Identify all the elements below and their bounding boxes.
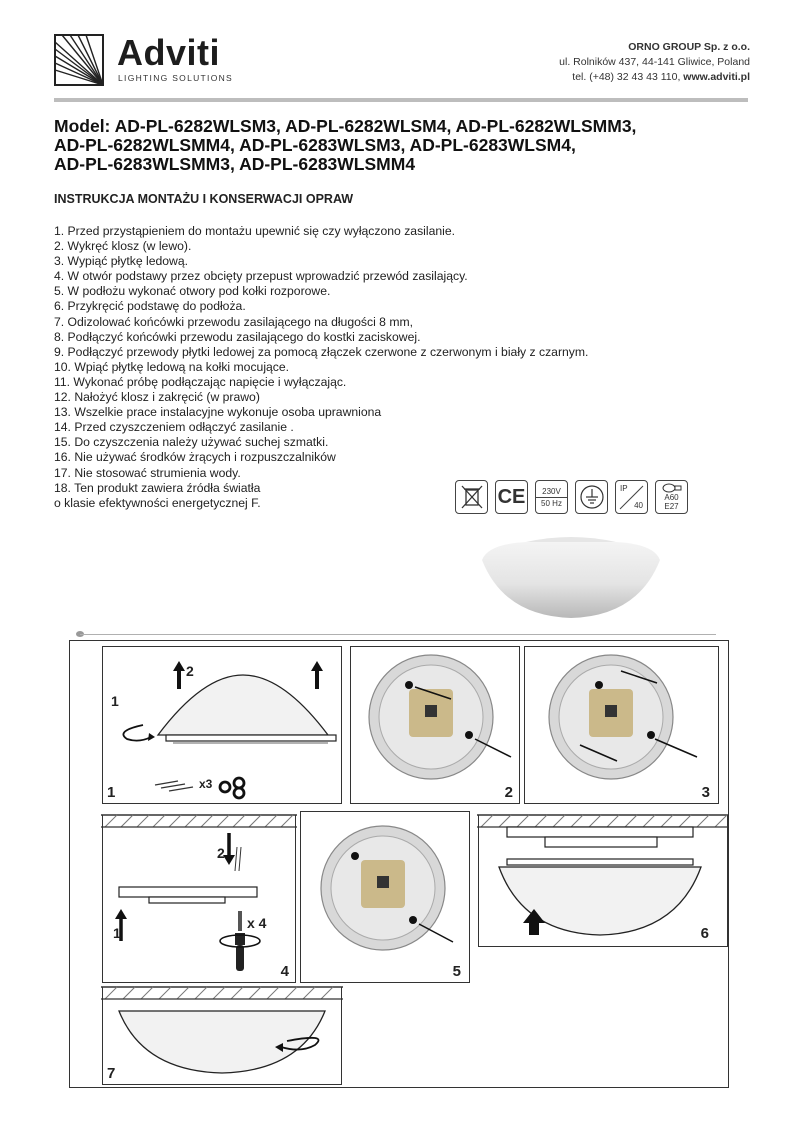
panel-number: 2 xyxy=(504,784,513,801)
voltage-rating xyxy=(535,480,568,514)
certification-icons xyxy=(455,480,688,518)
protective-earth-icon xyxy=(575,480,608,514)
panel-number: 5 xyxy=(452,963,461,980)
p4-arrow-2-label: 2 xyxy=(217,845,225,861)
step-item: 7. Odizolować końcówki przewodu zasilającego na długości 8 mm, xyxy=(54,314,414,329)
p1-screws-count: x3 xyxy=(199,777,213,791)
model-line-3: AD-PL-6283WLSMM3, AD-PL-6283WLSMM4 xyxy=(54,154,416,174)
header-divider xyxy=(54,98,748,102)
step-item: 6. Przykręcić podstawę do podłoża. xyxy=(54,299,246,314)
company-contact xyxy=(559,70,750,85)
step-item: 4. W otwór podstawy przez obcięty przepust wprowadzić przewód zasilający. xyxy=(54,269,468,284)
step-item: 10. Wpiąć płytkę ledową na kołki mocujące. xyxy=(54,359,290,374)
model-title xyxy=(54,117,744,174)
ip-rating xyxy=(615,480,648,514)
diagram-panel-7 xyxy=(102,987,342,1085)
brand-name: Adviti xyxy=(117,32,221,73)
adviti-logo-mark xyxy=(54,34,104,86)
step-item: o klasie efektywności energetycznej F. xyxy=(54,495,261,510)
step-item: 15. Do czyszczenia należy używać suchej szmatki. xyxy=(54,435,329,450)
step-item: 5. W podłożu wykonać otwory pod kołki rozporowe. xyxy=(54,284,331,299)
installation-diagram xyxy=(69,640,729,1088)
p4-screws-count: x 4 xyxy=(247,915,267,931)
ip-value: 40 xyxy=(634,501,643,510)
socket-label: E27 xyxy=(664,502,679,511)
bulb-type xyxy=(655,480,688,514)
diagram-panel-6 xyxy=(478,815,728,947)
p1-arrow-1-label: 1 xyxy=(111,693,119,709)
bulb-icon xyxy=(661,483,683,493)
step-item: 1. Przed przystąpieniem do montażu upewnić się czy wyłączono zasilanie. xyxy=(54,224,456,238)
company-website[interactable]: www.adviti.pl xyxy=(683,71,750,83)
voltage-label: 230V xyxy=(542,486,561,496)
step-item: 11. Wykonać próbę podłączając napięcie i wyłączając. xyxy=(54,374,347,389)
p1-arrow-2-label: 2 xyxy=(186,663,194,679)
diagram-panel-5 xyxy=(300,811,470,983)
company-info xyxy=(559,40,750,85)
diagram-panel-4 xyxy=(102,815,296,983)
product-lamp-photo xyxy=(478,530,664,620)
ip-label: IP xyxy=(620,484,628,493)
panel-number: 3 xyxy=(701,784,710,801)
separator-line xyxy=(80,634,716,635)
p4-arrow-1-label: 1 xyxy=(113,925,121,941)
instruction-steps xyxy=(54,224,694,511)
step-item: 2. Wykręć klosz (w lewo). xyxy=(54,239,192,254)
panel-number: 7 xyxy=(107,1065,116,1082)
diagram-panel-3 xyxy=(524,646,719,804)
ce-mark: CE xyxy=(495,480,528,514)
step-item: 9. Podłączyć przewody płytki ledowej za pomocą złączek czerwone z czerwonym i biały z czarnym. xyxy=(54,344,589,359)
instructions-heading: INSTRUKCJA MONTAŻU I KONSERWACJI OPRAW xyxy=(54,192,354,206)
weee-crossed-bin-icon xyxy=(455,480,488,514)
panel-number: 6 xyxy=(700,925,709,942)
step-item: 8. Podłączyć końcówki przewodu zasilającego do kostki zaciskowej. xyxy=(54,329,421,344)
company-address: ul. Rolników 437, 44-141 Gliwice, Poland xyxy=(559,56,750,68)
frequency-label: 50 Hz xyxy=(536,497,567,509)
model-line-1: Model: AD-PL-6282WLSM3, AD-PL-6282WLSM4, AD-PL-6282WLSMM3, xyxy=(54,116,637,136)
step-item: 12. Nałożyć klosz i zakręcić (w prawo) xyxy=(54,390,260,405)
company-phone: tel. (+48) 32 43 43 110, xyxy=(572,71,684,83)
step-item: 18. Ten produkt zawiera źródła światła xyxy=(54,480,261,495)
step-item: 3. Wypiąć płytkę ledową. xyxy=(54,254,189,269)
brand-tagline: LIGHTING SOLUTIONS xyxy=(118,73,234,83)
bulb-label: A60 xyxy=(664,493,679,502)
model-line-2: AD-PL-6282WLSMM4, AD-PL-6283WLSM3, AD-PL-6283WLSM4, xyxy=(54,135,576,155)
company-name: ORNO GROUP Sp. z o.o. xyxy=(628,41,750,53)
step-item: 13. Wszelkie prace instalacyjne wykonuje osoba uprawniona xyxy=(54,405,382,420)
diagram-panel-2 xyxy=(350,646,520,804)
panel-number: 4 xyxy=(280,963,289,980)
step-item: 16. Nie używać środków żrących i rozpuszczalników xyxy=(54,450,336,465)
panel-number: 1 xyxy=(107,784,116,801)
step-item: 14. Przed czyszczeniem odłączyć zasilanie . xyxy=(54,420,294,435)
diagram-panel-1 xyxy=(102,646,342,804)
step-item: 17. Nie stosować strumienia wody. xyxy=(54,465,241,480)
